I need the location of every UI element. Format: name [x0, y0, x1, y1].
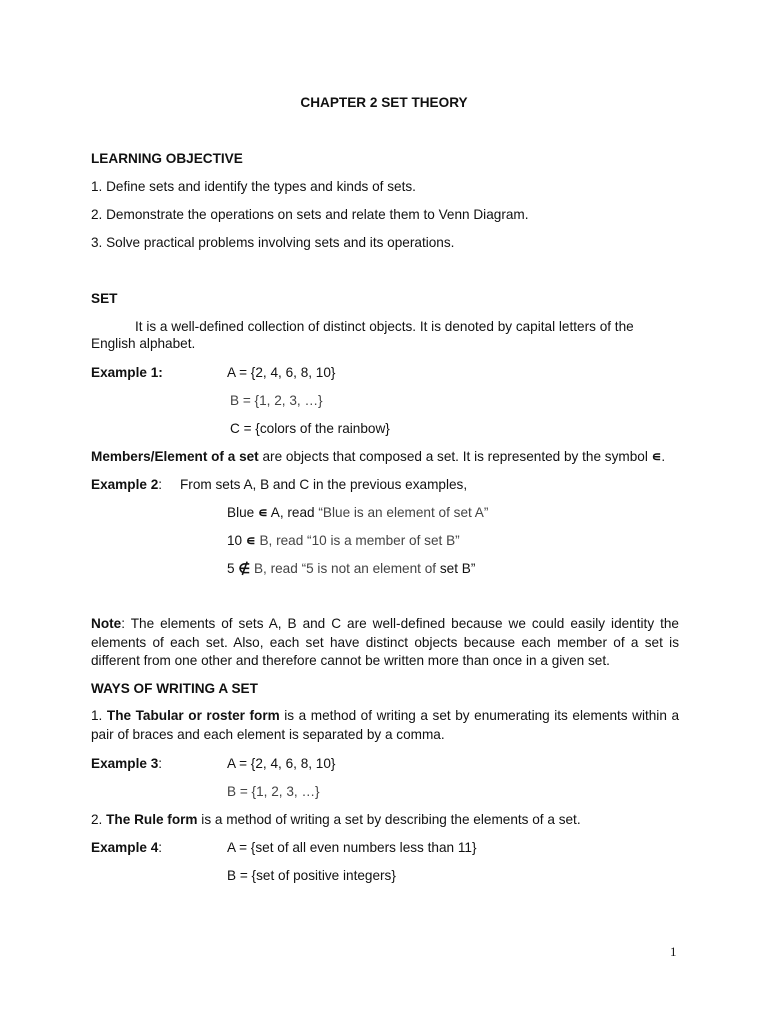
tabular-form-paragraph — [91, 707, 679, 744]
example4-label: Example 4 — [91, 840, 159, 855]
example2-line — [227, 532, 460, 550]
tabular-text: is a method of writing a set by enumerating its elements within a pair of braces and each element is separated by a comma. — [91, 708, 680, 742]
example3-set-b: B = {1, 2, 3, …} — [227, 784, 320, 799]
example1-set-b: B = {1, 2, 3, …} — [230, 393, 323, 408]
example3-label: Example 3 — [91, 756, 159, 771]
members-end: . — [661, 449, 666, 464]
example2-text-part: “Blue is an element of set A” — [318, 505, 489, 520]
members-definition — [91, 448, 665, 466]
note-label: Note — [91, 616, 122, 631]
not-element-of-symbol: ∉ — [238, 561, 251, 576]
set-definition-line: It is a well-defined collection of distinct objects. It is denoted by capital letters of the — [135, 319, 634, 334]
example4-set-b: B = {set of positive integers} — [227, 868, 396, 883]
example2-text-part: B, read “5 is not an element of — [250, 561, 440, 576]
example2-line — [227, 504, 488, 522]
note-paragraph — [91, 615, 679, 671]
element-of-symbol: ∊ — [245, 533, 256, 548]
example4-colon: : — [158, 840, 163, 855]
example2-label-line — [91, 476, 162, 494]
example2-text-part: B, read “10 is a member of set B” — [255, 533, 460, 548]
rule-text: is a method of writing a set by describing the elements of a set. — [197, 812, 581, 827]
example2-text-part: Blue — [227, 505, 258, 520]
example4-label-line — [91, 839, 162, 857]
set-heading: SET — [91, 291, 118, 306]
example2-text: From sets A, B and C in the previous examples, — [180, 477, 468, 492]
element-of-symbol: ∊ — [651, 449, 662, 464]
example1-set-c: C = {colors of the rainbow} — [230, 421, 390, 436]
tabular-term: The Tabular or roster form — [106, 708, 280, 723]
example4-set-a: A = {set of all even numbers less than 11} — [227, 840, 477, 855]
rule-form-paragraph — [91, 811, 581, 829]
note-text: : The elements of sets A, B and C are well-defined because we could easily identity the elements of each set. Also, each set have distinct objects because each member of a set is different from one other and therefore cannot be written more than once in a given set. — [91, 616, 679, 668]
example2-text-part: set B” — [439, 561, 476, 576]
example2-text-part: 5 — [227, 561, 239, 576]
page-number: 1 — [670, 944, 677, 959]
list-number: 2. — [91, 812, 107, 827]
chapter-title: CHAPTER 2 SET THEORY — [300, 95, 468, 110]
example2-text-part: A, read — [267, 505, 319, 520]
members-text: are objects that composed a set. It is represented by the symbol — [258, 449, 652, 464]
example1-label: Example 1: — [91, 365, 163, 380]
objective-item: 1. Define sets and identify the types and kinds of sets. — [91, 179, 416, 194]
example2-text-part: 10 — [227, 533, 246, 548]
objective-item: 2. Demonstrate the operations on sets and relate them to Venn Diagram. — [91, 207, 529, 222]
example1-set-a: A = {2, 4, 6, 8, 10} — [227, 365, 336, 380]
example3-set-a: A = {2, 4, 6, 8, 10} — [227, 756, 336, 771]
example3-label-line — [91, 755, 162, 773]
list-number: 1. — [91, 708, 107, 723]
objectives-heading: LEARNING OBJECTIVE — [91, 151, 243, 166]
example2-colon: : — [158, 477, 163, 492]
ways-heading: WAYS OF WRITING A SET — [91, 681, 258, 696]
rule-term: The Rule form — [106, 812, 198, 827]
example3-colon: : — [158, 756, 163, 771]
set-definition-line: English alphabet. — [91, 336, 196, 351]
element-of-symbol: ∊ — [257, 505, 268, 520]
example2-line — [227, 560, 475, 578]
example2-label: Example 2 — [91, 477, 159, 492]
members-term: Members/Element of a set — [91, 449, 259, 464]
objective-item: 3. Solve practical problems involving sets and its operations. — [91, 235, 455, 250]
